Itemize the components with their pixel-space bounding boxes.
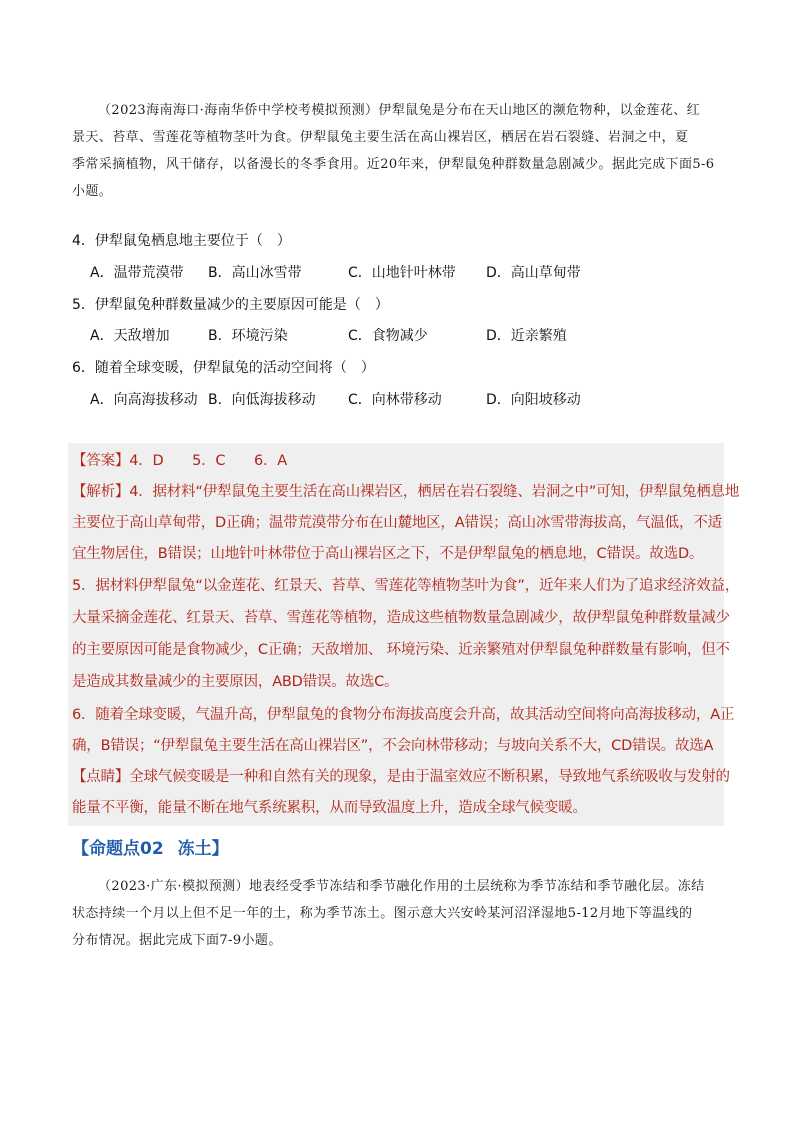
- option-a: A．温带荒漠带: [90, 265, 184, 281]
- section-label: 命题点02: [89, 839, 164, 859]
- option-d: D．高山草甸带: [486, 265, 581, 281]
- section-heading: [72, 834, 229, 859]
- option-d: D．向阳坡移动: [486, 392, 581, 408]
- passage-intro-1: [72, 97, 724, 205]
- heading-bracket-open: 【: [72, 839, 89, 859]
- option-d: D．近亲繁殖: [486, 328, 567, 344]
- analysis-line: 确，B错误；“伊犁鼠兔主要生活在高山裸岩区”，不会向林带移动；与坡向关系不大，CD错误。故选A: [72, 738, 714, 754]
- option-a: A．天敌增加: [90, 328, 170, 344]
- option-b: B．向低海拔移动: [208, 392, 316, 408]
- analysis-line: 主要位于高山草甸带，D正确；温带荒漠带分布在山麓地区，A错误；高山冰雪带海拔高，气温低，不适: [72, 515, 722, 531]
- passage-line: 状态持续一个月以上但不足一年的土，称为季节冻土。图示意大兴安岭某河沼泽湿地5-12月地下等温线的: [72, 906, 693, 921]
- heading-bracket-close: 】: [211, 839, 229, 859]
- section-topic: 冻土: [177, 839, 212, 859]
- option-a: A．向高海拔移动: [90, 392, 198, 408]
- analysis-line: 【解析】4．据材料“伊犁鼠兔主要生活在高山裸岩区，栖居在岩石裂缝、岩洞之中”可知，伊犁鼠兔栖息地: [72, 484, 740, 500]
- key-point-line: 【点睛】全球气候变暖是一种和自然有关的现象，是由于温室效应不断积累，导致地气系统吸收与发射的: [72, 769, 730, 785]
- analysis-line: 6．随着全球变暖，气温升高，伊犁鼠兔的食物分布海拔高度会升高，故其活动空间将向高海拔移动，A正: [72, 707, 735, 723]
- passage-line: 景天、苔草、雪莲花等植物茎叶为食。伊犁鼠兔主要生活在高山裸岩区，栖居在岩石裂缝、岩洞之中，夏: [72, 130, 689, 145]
- option-c: C．向林带移动: [348, 392, 442, 408]
- analysis-line: 的主要原因可能是食物减少，C正确；天敌增加、 环境污染、近亲繁殖对伊犁鼠兔种群数量有影响，但不: [72, 642, 730, 658]
- answer-line: 【答案】4．D 5．C 6．A: [72, 453, 287, 469]
- key-point-line: 能量不平衡，能量不断在地气系统累积，从而导致温度上升，造成全球气候变暖。: [72, 800, 587, 816]
- passage-line: （2023·广东·模拟预测）地表经受季节冻结和季节融化作用的土层统称为季节冻结和季节融化层。冻结: [98, 879, 705, 894]
- passage-line: 季常采摘植物，风干储存，以备漫长的冬季食用。近20年来，伊犁鼠兔种群数量急剧减少。据此完成下面5-6: [72, 157, 715, 172]
- option-b: B．高山冰雪带: [208, 265, 302, 281]
- question-6-stem: 6．随着全球变暖，伊犁鼠兔的活动空间将（ ）: [72, 360, 375, 376]
- passage-line: 小题。: [72, 184, 113, 199]
- option-c: C．食物减少: [348, 328, 428, 344]
- analysis-line: 是造成其数量减少的主要原因，ABD错误。故选C。: [72, 674, 399, 690]
- question-4-stem: 4．伊犁鼠兔栖息地主要位于（ ）: [72, 233, 291, 249]
- question-5-stem: 5．伊犁鼠兔种群数量减少的主要原因可能是（ ）: [72, 297, 389, 313]
- analysis-line: 5．据材料伊犁鼠兔“以金莲花、红景天、苔草、雪莲花等植物茎叶为食”，近年来人们为了追求经济效益，: [72, 578, 740, 594]
- analysis-line: 大量采摘金莲花、红景天、苔草、雪莲花等植物，造成这些植物数量急剧减少，故伊犁鼠兔种群数量减少: [72, 610, 730, 626]
- option-c: C．山地针叶林带: [348, 265, 456, 281]
- analysis-line: 宜生物居住，B错误；山地针叶林带位于高山裸岩区之下，不是伊犁鼠兔的栖息地，C错误。故选D。: [72, 546, 704, 562]
- passage-line: （2023海南海口·海南华侨中学校考模拟预测）伊犁鼠兔是分布在天山地区的濒危物种，以金莲花、红: [98, 103, 701, 118]
- passage-intro-2: [72, 873, 724, 954]
- option-b: B．环境污染: [208, 328, 288, 344]
- passage-line: 分布情况。据此完成下面7-9小题。: [72, 933, 282, 948]
